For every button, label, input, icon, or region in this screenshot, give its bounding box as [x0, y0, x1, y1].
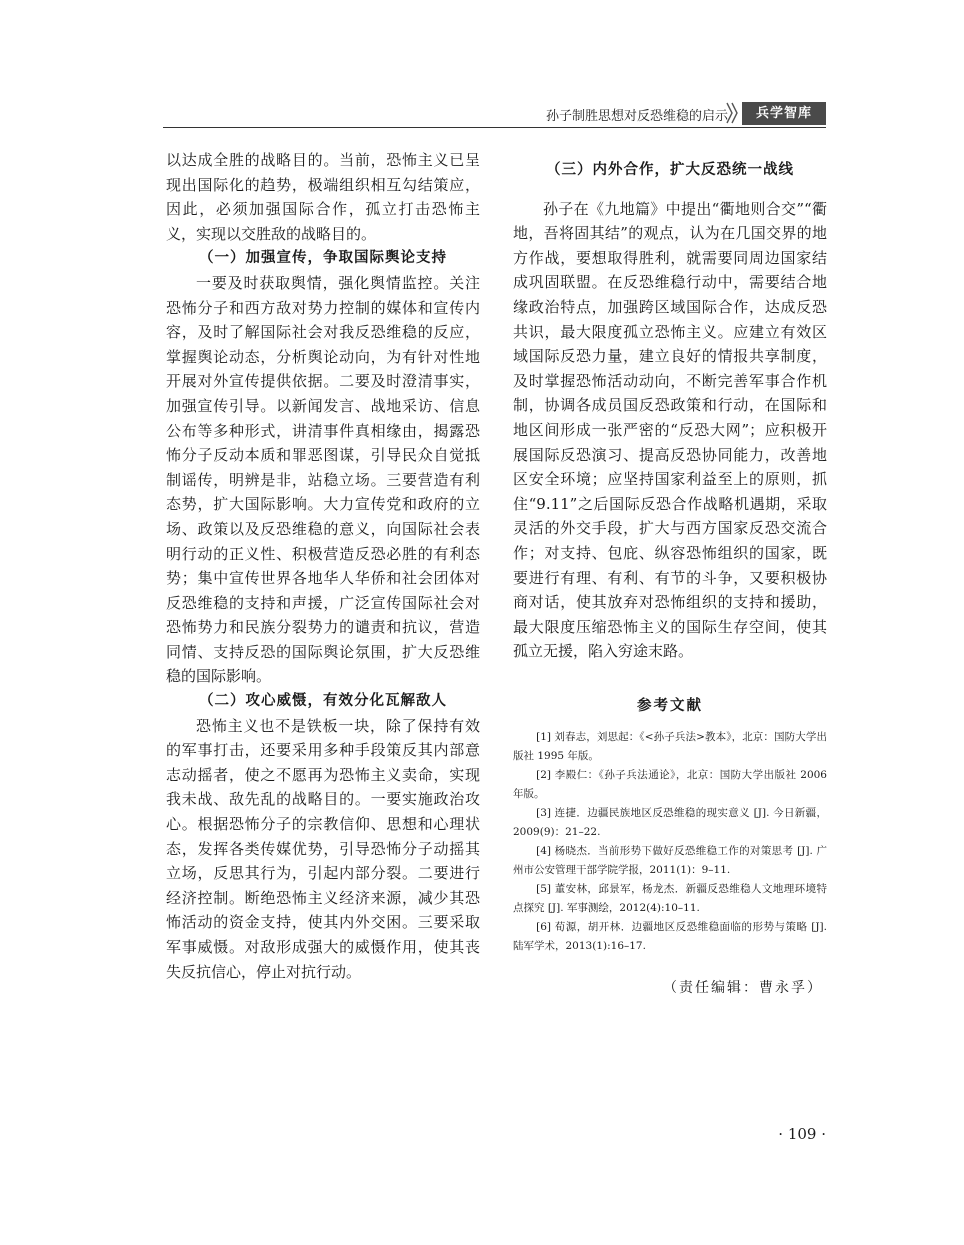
left-column: [166, 148, 480, 984]
section-heading-2: （二）攻心威慑，有效分化瓦解敌人: [199, 692, 447, 710]
double-chevron-icon: [726, 102, 740, 124]
reference-item: [6] 荀源，胡开林．边疆地区反恐维稳面临的形势与策略 [J]. 陆军学术，2013(1):16–17.: [513, 921, 827, 953]
reference-item: [1] 刘春志，刘思起：《<孙子兵法>教本》，北京：国防大学出版社 1995 年版。: [513, 731, 827, 763]
running-header-title: 孙子制胜思想对反恐维稳的启示: [545, 109, 728, 124]
section-heading-3: （三）内外合作，扩大反恐统一战线: [546, 161, 794, 178]
running-header: [163, 100, 826, 128]
right-column: [513, 148, 827, 1001]
header-rule: [163, 127, 826, 128]
section-badge: 兵学智库: [742, 102, 826, 125]
section-heading-1: （一）加强宣传，争取国际舆论支持: [199, 249, 447, 267]
paragraph-cooperation: 孙子在《九地篇》中提出“衢地则合交”“衢地，吾将固其结”的观点，认为在几国交界的地方作战，要想取得胜利，就需要同周边国家结成巩固联盟。在反恐维稳行动中，需要结合地缘政治特点，加强跨区域国际合作，达成反恐共识，最大限度孤立恐怖主义。应建立有效区域国际反恐力量，建立良好的情报共享制度，及时掌握恐怖活动动向，不断完善军事合作机制，协调各成员国反恐政策和行动，在国际和地区间形成一张严密的“反恐大网”；应积极开展国际反恐演习、提高反恐协同能力，改善地区安全环境；应坚持国家利益至上的原则，抓住“9.11”之后国际反恐合作战略机遇期，采取灵活的外交手段，扩大与西方国家反恐交流合作；对支持、包庇、纵容恐怖组织的国家，既要进行有理、有利、有节的斗争，又要积极协商对话，使其放弃对恐怖组织的支持和援助，最大限度压缩恐怖主义的国际生存空间，使其孤立无援，陷入穷途末路。: [513, 199, 827, 661]
reference-item: [5] 董安林，邱景军，杨龙杰．新疆反恐维稳人文地理环境特点探究 [J]. 军事测绘，2012(4):10–11.: [513, 883, 827, 915]
reference-item: [2] 李殿仁：《孙子兵法通论》，北京：国防大学出版社 2006 年版。: [513, 769, 827, 801]
paragraph-publicity: 一要及时获取舆情，强化舆情监控。关注恐怖分子和西方敌对势力控制的媒体和宣传内容，及时了解国际社会对我反恐维稳的反应，掌握舆论动态，分析舆论动向，为有针对性地开展对外宣传提供依据。二要及时澄清事实，加强宣传引导。以新闻发言、战地采访、信息公布等多种形式，讲清事件真相缘由，揭露恐怖分子反动本质和罪恶图谋，引导民众自觉抵制谣传，明辨是非，站稳立场。三要营造有利态势，扩大国际影响。大力宣传党和政府的立场、政策以及反恐维稳的意义，向国际社会表明行动的正义性、积极营造反恐必胜的有利态势；集中宣传世界各地华人华侨和社会团体对反恐维稳的支持和声援，广泛宣传国际社会对恐怖势力和民族分裂势力的谴责和抗议，营造同情、支持反恐的国际舆论氛围，扩大反恐维稳的国际影响。: [166, 273, 480, 686]
reference-item: [4] 杨晓杰．当前形势下做好反恐维稳工作的对策思考 [J]. 广州市公安管理干部学院学报，2011(1)：9–11.: [513, 845, 827, 877]
references-title: 参考文献: [637, 696, 703, 714]
responsible-editor: （责任编辑：曹永孚）: [663, 980, 823, 997]
reference-item: [3] 连捷．边疆民族地区反恐维稳的现实意义 [J]. 今日新疆，2009(9)：21–22.: [513, 807, 827, 839]
page-number: · 109 ·: [778, 1125, 826, 1143]
paragraph-psychological: 恐怖主义也不是铁板一块，除了保持有效的军事打击，还要采用多种手段策反其内部意志动摇者，使之不愿再为恐怖主义卖命，实现我未战、敌先乱的战略目的。一要实施政治攻心。根据恐怖分子的宗教信仰、思想和心理状态，发挥各类传媒优势，引导恐怖分子动摇其立场，反思其行为，引起内部分裂。二要进行经济控制。断绝恐怖主义经济来源，减少其恐怖活动的资金支持，使其内外交困。三要采取军事威慑。对敌形成强大的威慑作用，使其丧失反抗信心，停止对抗行动。: [166, 716, 480, 981]
paragraph-continuation: 以达成全胜的战略目的。当前，恐怖主义已呈现出国际化的趋势，极端组织相互勾结策应，因此，必须加强国际合作，孤立打击恐怖主义，实现以交胜敌的战略目的。: [166, 151, 480, 243]
